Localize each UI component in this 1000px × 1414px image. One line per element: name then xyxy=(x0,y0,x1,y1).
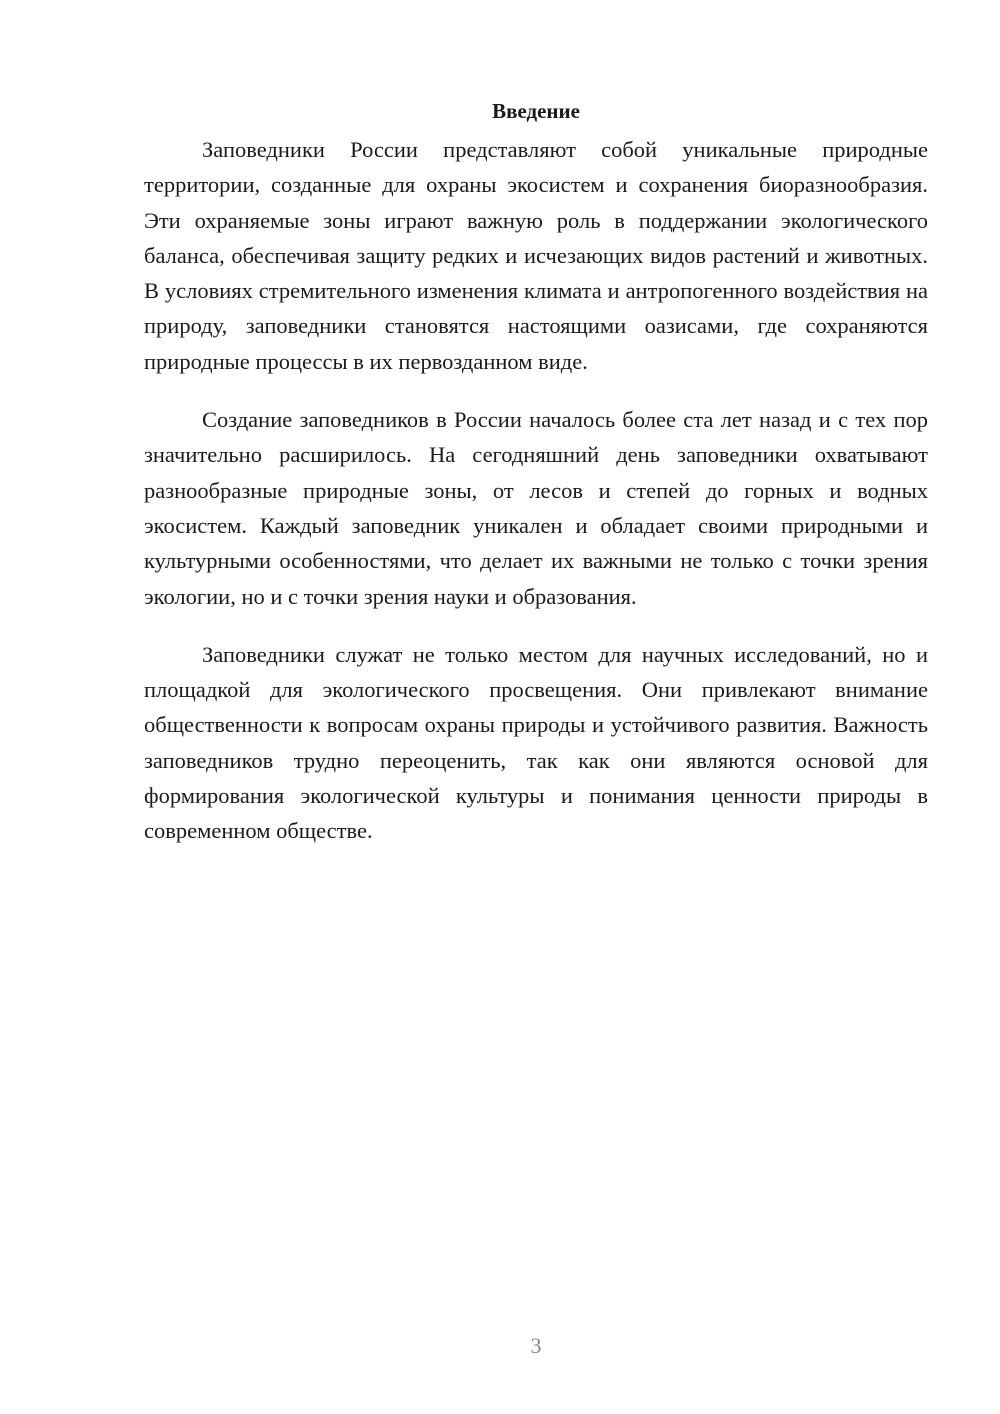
paragraph-1: Заповедники России представляют собой уникальные природные территории, созданные для охраны экосистем и сохранения биоразнообразия. Эти охраняемые зоны играют важную роль в поддержании экологического баланса, обеспечивая защиту редких и исчезающих видов растений и животных. В условиях стремительного изменения климата и антропогенного воздействия на природу, заповедники становятся настоящими оазисами, где сохраняются природные процессы в их первозданном виде. xyxy=(144,137,928,374)
page-number: 3 xyxy=(530,1333,542,1358)
paragraph-3: Заповедники служат не только местом для научных исследований, но и площадкой для экологического просвещения. Они привлекают внимание общественности к вопросам охраны природы и устойчивого развития. Важность заповедников трудно переоценить, так как они являются основой для формирования экологической культуры и понимания ценности природы в современном обществе. xyxy=(144,641,928,844)
paragraph-2: Создание заповедников в России началось более ста лет назад и с тех пор значительно расширилось. На сегодняшний день заповедники охватывают разнообразные природные зоны, от лесов и степей до горных и водных экосистем. Каждый заповедник уникален и обладает своими природными и культурными особенностями, что делает их важными не только с точки зрения экологии, но и с точки зрения науки и образования. xyxy=(144,407,928,609)
page-content xyxy=(144,96,928,872)
section-heading: Введение xyxy=(492,99,580,123)
